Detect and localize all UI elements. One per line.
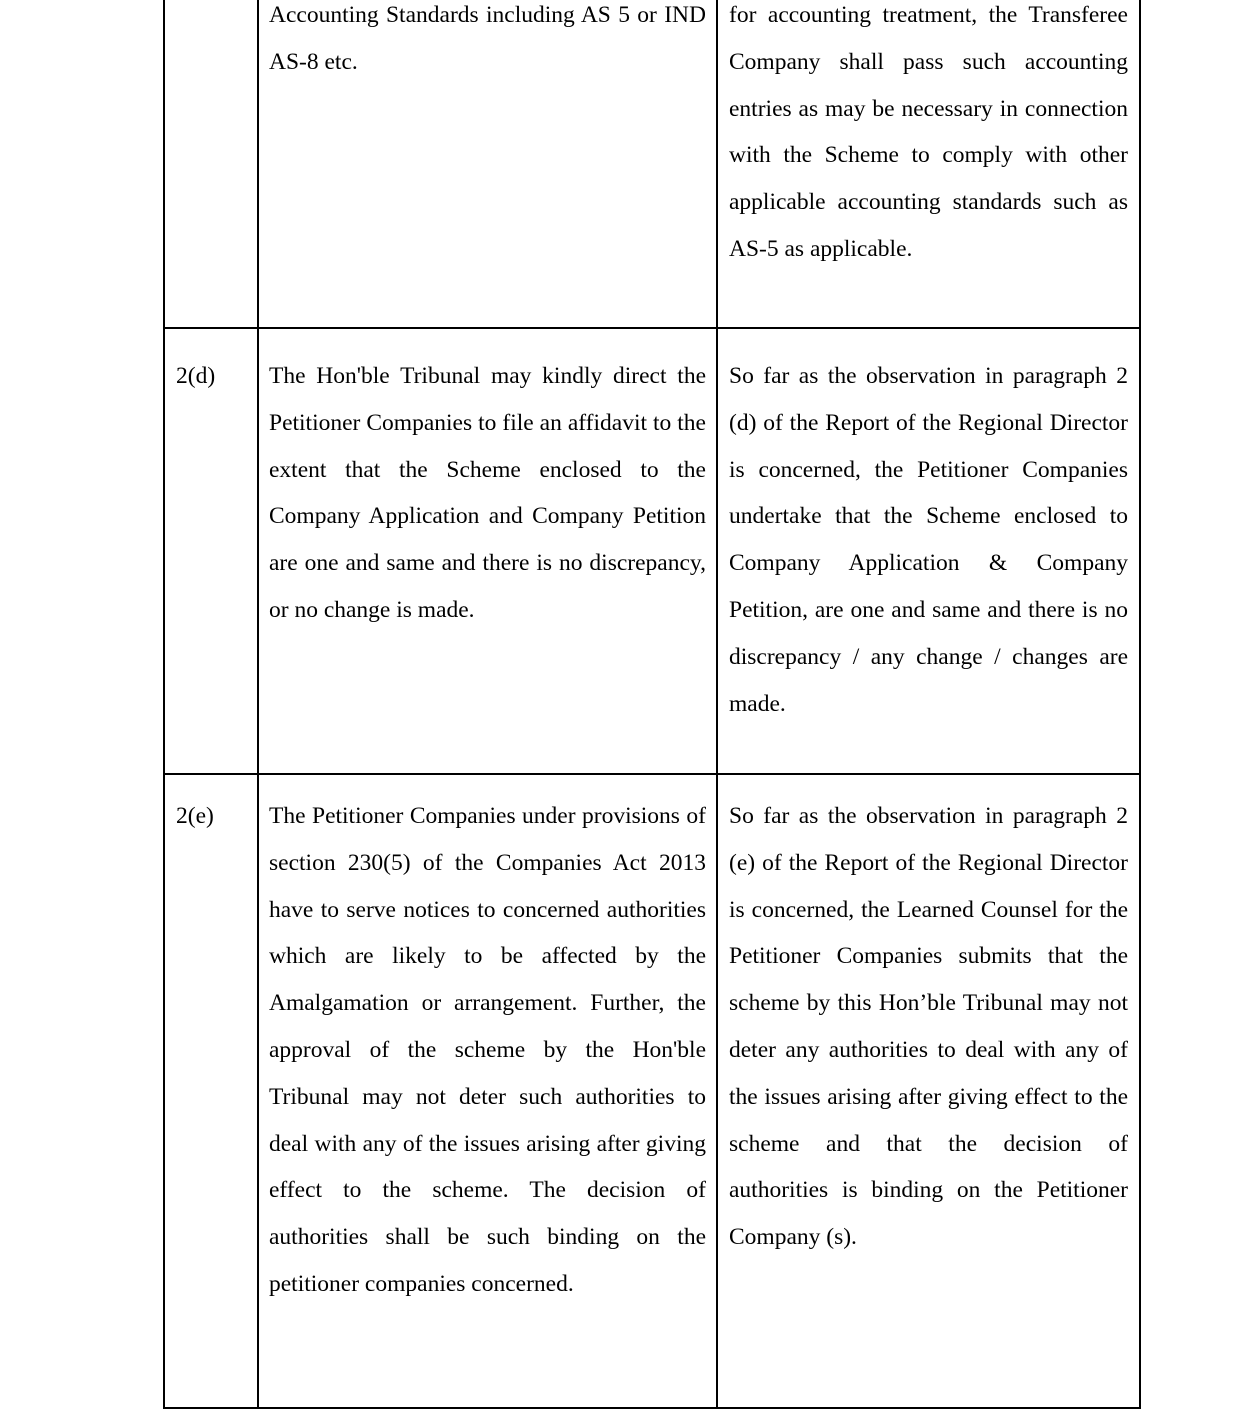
observations-response-table: [163, 0, 1141, 1409]
paragraph-number-cell: [164, 328, 258, 774]
paragraph-number-cell: [164, 0, 258, 328]
table-row: [164, 328, 1140, 774]
response-text: So far as the observation in paragraph 2 (d) of the Report of the Regional Director is concerned, the Petitioner Companies undertake that the Scheme enclosed to Company Application & Company Petition, are one and same and there is no discrepancy / any change / changes are made.: [729, 363, 1128, 717]
table-row: [164, 0, 1140, 328]
paragraph-number: 2(e): [176, 803, 214, 829]
observation-text: Accounting Standards including AS 5 or IND AS-8 etc.: [269, 2, 706, 75]
observation-cell: [258, 774, 717, 1408]
response-text: for accounting treatment, the Transferee Company shall pass such accounting entries as may be necessary in connection with the Scheme to comply with other applicable accounting standards such as AS-5 as applicable.: [729, 2, 1128, 262]
paragraph-number-cell: [164, 774, 258, 1408]
paragraph-number: 2(d): [176, 363, 216, 389]
observation-cell: [258, 328, 717, 774]
response-cell: [717, 0, 1140, 328]
table-row: [164, 774, 1140, 1408]
observation-cell: [258, 0, 717, 328]
response-cell: [717, 774, 1140, 1408]
observation-text: The Hon'ble Tribunal may kindly direct the Petitioner Companies to file an affidavit to the extent that the Scheme enclosed to the Company Application and Company Petition are one and same and there is no discrepancy, or no change is made.: [269, 363, 706, 623]
response-cell: [717, 328, 1140, 774]
observation-text: The Petitioner Companies under provisions of section 230(5) of the Companies Act 2013 have to serve notices to concerned authorities which are likely to be affected by the Amalgamation or arrangement. Further, the approval of the scheme by the Hon'ble Tribunal may not deter such authorities to deal with any of the issues arising after giving effect to the scheme. The decision of authorities shall be such binding on the petitioner companies concerned.: [269, 803, 706, 1297]
response-text: So far as the observation in paragraph 2 (e) of the Report of the Regional Director is concerned, the Learned Counsel for the Petitioner Companies submits that the scheme by this Hon’ble Tribunal may not deter any authorities to deal with any of the issues arising after giving effect to the scheme and that the decision of authorities is binding on the Petitioner Company (s).: [729, 803, 1128, 1251]
